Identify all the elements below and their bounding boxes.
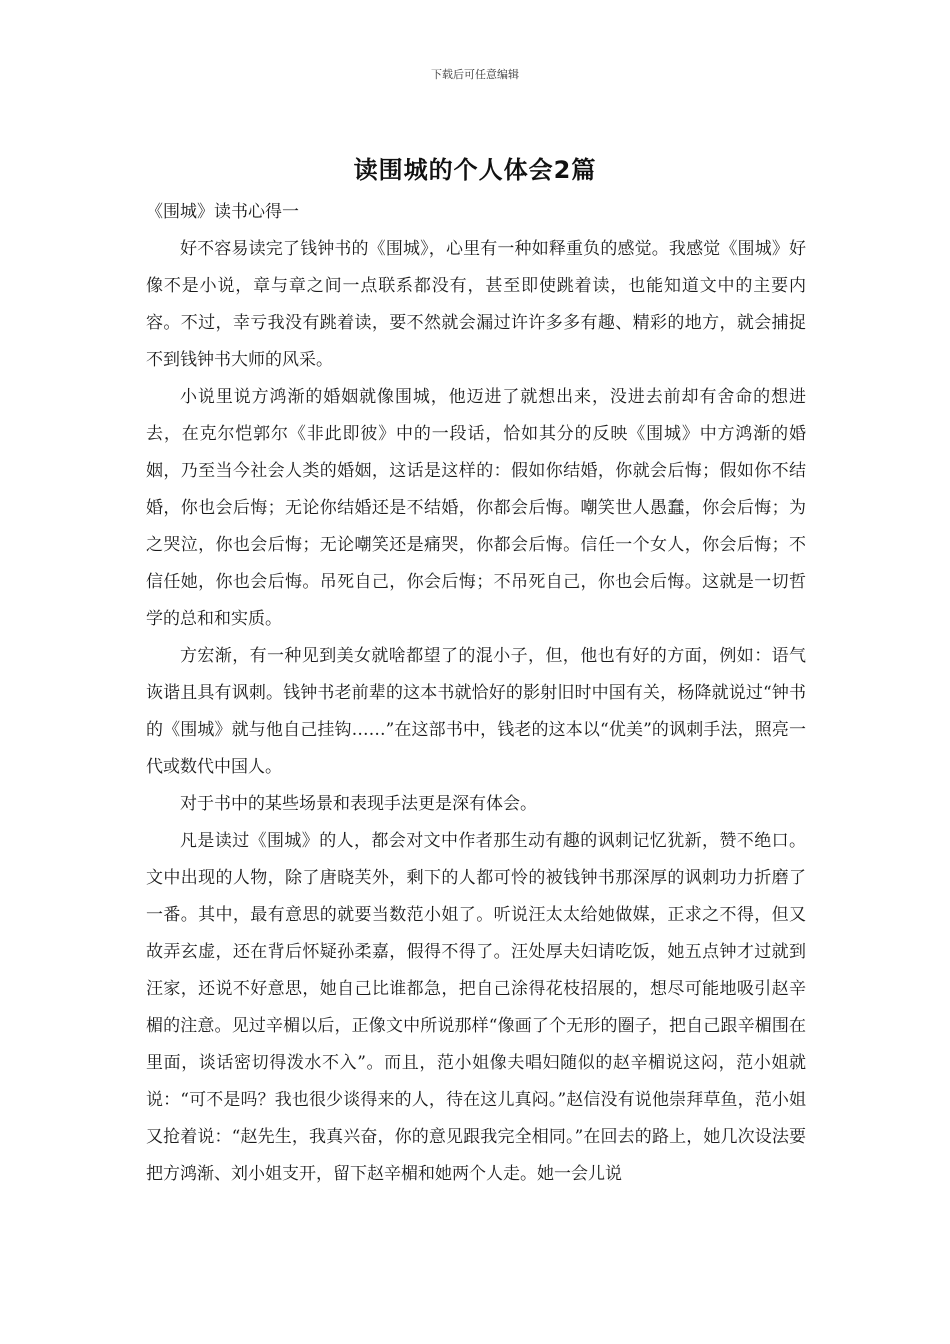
paragraph: 方宏渐，有一种见到美女就啥都望了的混小子，但，他也有好的方面，例如：语气诙谐且具有讽刺。钱钟书老前辈的这本书就恰好的影射旧时中国有关，杨降就说过“钟书的《围城》就与他自己挂钩……”在这部书中，钱老的这本以“优美”的讽刺手法，照亮一代或数代中国人。	[146, 646, 806, 777]
section-subtitle: 《围城》读书心得一	[146, 202, 299, 222]
document-title: 读围城的个人体会2篇	[353, 156, 597, 184]
paragraph: 小说里说方鸿渐的婚姻就像围城，他迈进了就想出来，没进去前却有舍命的想进去，在克尔恺郭尔《非此即彼》中的一段话，恰如其分的反映《围城》中方鸿渐的婚姻，乃至当今社会人类的婚姻，这话是这样的：假如你结婚，你就会后悔；假如你不结婚，你也会后悔；无论你结婚还是不结婚，你都会后悔。嘲笑世人愚蠢，你会后悔；为之哭泣，你也会后悔；无论嘲笑还是痛哭，你都会后悔。信任一个女人，你会后悔；不信任她，你也会后悔。吊死自己，你会后悔；不吊死自己，你也会后悔。这就是一切哲学的总和和实质。	[146, 387, 806, 629]
paragraph: 好不容易读完了钱钟书的《围城》，心里有一种如释重负的感觉。我感觉《围城》好像不是小说，章与章之间一点联系都没有，甚至即使跳着读，也能知道文中的主要内容。不过，幸亏我没有跳着读，要不然就会漏过许许多多有趣、精彩的地方，就会捕捉不到钱钟书大师的风采。	[146, 239, 806, 370]
header-note: 下载后可任意编辑	[431, 68, 519, 81]
paragraph: 凡是读过《围城》的人，都会对文中作者那生动有趣的讽刺记忆犹新，赞不绝口。文中出现的人物，除了唐晓芙外，剩下的人都可怜的被钱钟书那深厚的讽刺功力折磨了一番。其中，最有意思的就要当数范小姐了。听说汪太太给她做媒，正求之不得，但又故弄玄虚，还在背后怀疑孙柔嘉，假得不得了。汪处厚夫妇请吃饭，她五点钟才过就到汪家，还说不好意思，她自己比谁都急，把自己涂得花枝招展的，想尽可能地吸引赵辛楣的注意。见过辛楣以后，正像文中所说那样“像画了个无形的圈子，把自己跟辛楣围在里面，谈话密切得泼水不入”。而且，范小姐像夫唱妇随似的赵辛楣说这闷，范小姐就说：“可不是吗？我也很少谈得来的人，待在这儿真闷。”赵信没有说他崇拜草鱼，范小姐又抢着说：“赵先生，我真兴奋，你的意见跟我完全相同。”在回去的路上，她几次设法要把方鸿渐、刘小姐支开，留下赵辛楣和她两个人走。她一会儿说	[146, 831, 806, 1184]
paragraph: 对于书中的某些场景和表现手法更是深有体会。	[180, 794, 537, 814]
document-body	[146, 194, 806, 1193]
